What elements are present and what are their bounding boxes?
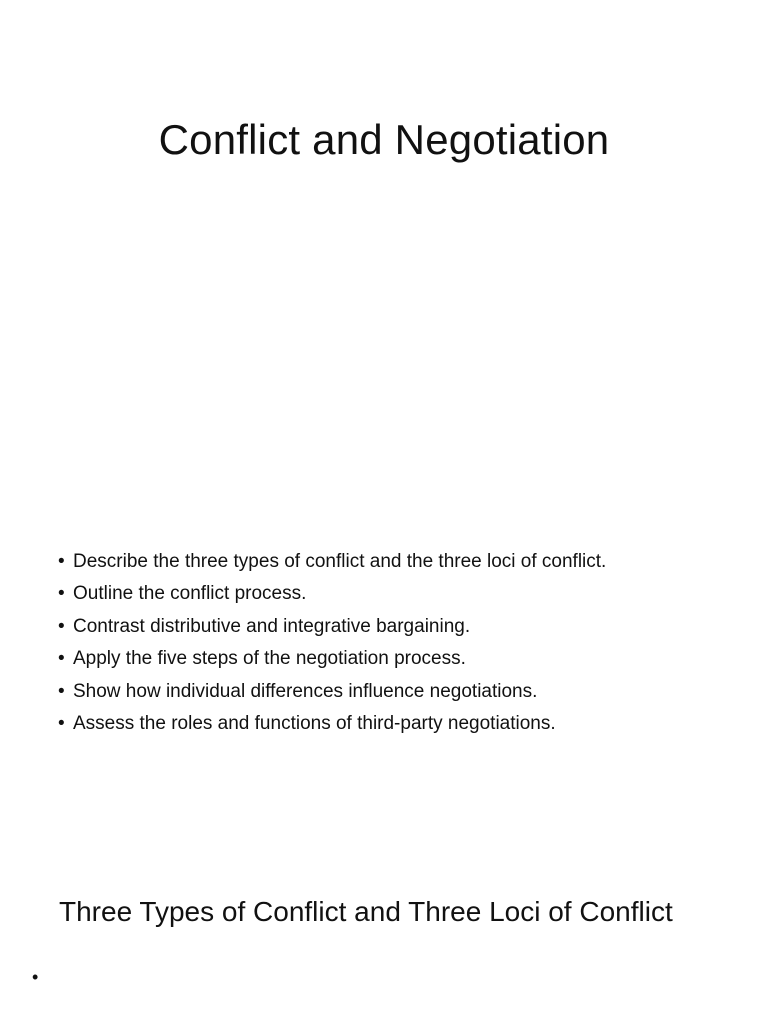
- list-item: [58, 643, 748, 675]
- objective-text: Outline the conflict process.: [73, 583, 307, 605]
- learning-objectives-list: [58, 546, 748, 740]
- section-title: Three Types of Conflict and Three Loci of Conflict: [59, 896, 673, 927]
- bullet-icon: •: [58, 648, 65, 670]
- objective-text: Assess the roles and functions of third-party negotiations.: [73, 713, 556, 735]
- objective-text: Apply the five steps of the negotiation process.: [73, 648, 466, 670]
- bullet-icon: •: [58, 583, 65, 605]
- list-item: [58, 546, 748, 578]
- list-item: [58, 676, 748, 708]
- bullet-icon: •: [58, 680, 65, 702]
- objective-text: Contrast distributive and integrative bargaining.: [73, 615, 471, 637]
- list-item: [58, 578, 748, 610]
- bullet-icon: •: [58, 615, 65, 637]
- list-item: [58, 708, 748, 740]
- bullet-icon: •: [58, 713, 65, 735]
- page-title: Conflict and Negotiation: [158, 116, 610, 163]
- bullet-icon: •: [32, 967, 39, 987]
- bullet-icon: •: [58, 551, 65, 572]
- list-item: [58, 611, 748, 643]
- objective-text: Show how individual differences influence negotiations.: [73, 680, 538, 702]
- objective-text: Describe the three types of conflict and the three loci of conflict.: [73, 551, 607, 572]
